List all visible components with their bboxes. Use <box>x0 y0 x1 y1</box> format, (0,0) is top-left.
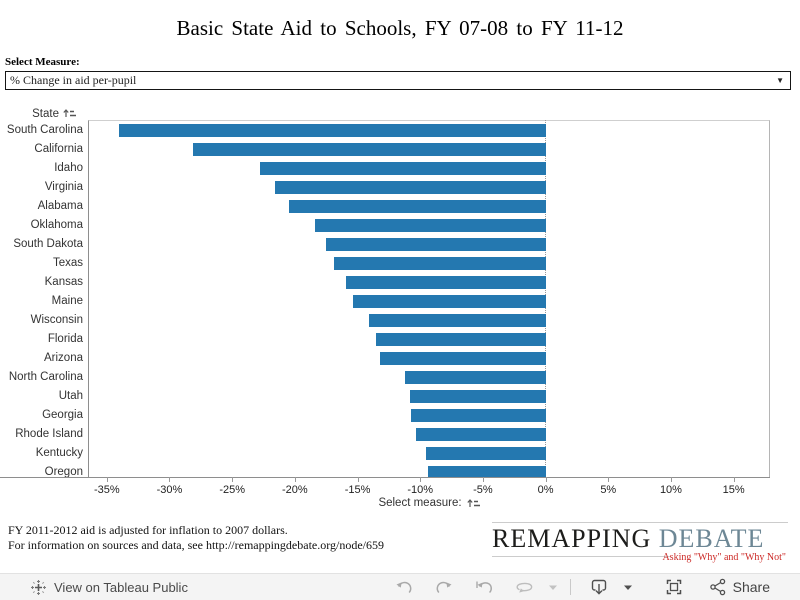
bar[interactable] <box>380 352 545 365</box>
bar[interactable] <box>326 238 545 251</box>
tableau-logo-icon <box>30 579 47 596</box>
share-icon <box>708 577 728 597</box>
bar[interactable] <box>411 409 545 422</box>
state-label[interactable]: Arizona <box>44 351 83 364</box>
bar[interactable] <box>426 447 545 460</box>
axis-tick-mark <box>358 477 359 482</box>
axis-tick-mark <box>169 477 170 482</box>
axis-tick-mark <box>734 477 735 482</box>
axis-tick-mark <box>546 477 547 482</box>
logo-tagline: Asking "Why" and "Why Not" <box>662 552 786 563</box>
state-label[interactable]: Texas <box>52 256 83 269</box>
refresh-caret-icon[interactable] <box>544 575 562 599</box>
bar[interactable] <box>376 333 545 346</box>
axis-tick-mark <box>232 477 233 482</box>
footer-note-1: FY 2011-2012 aid is adjusted for inflation to 2007 dollars. <box>8 523 288 537</box>
download-button[interactable] <box>579 575 619 599</box>
axis-tick-label: -5% <box>473 484 493 496</box>
state-label[interactable]: Oregon <box>44 465 83 477</box>
state-label[interactable]: South Carolina <box>6 123 83 136</box>
state-column-header[interactable] <box>0 106 76 121</box>
axis-tick-label: -35% <box>93 484 120 496</box>
measure-dropdown-value: % Change in aid per-pupil <box>10 73 137 87</box>
state-label[interactable]: Oklahoma <box>30 218 83 231</box>
revert-button[interactable] <box>464 575 504 599</box>
redo-button[interactable] <box>424 575 464 599</box>
axis-tick-label: -10% <box>407 484 434 496</box>
axis-tick-mark <box>671 477 672 482</box>
dropdown-arrow-icon: ▼ <box>776 76 784 85</box>
axis-tick-label: 10% <box>659 484 682 496</box>
bar[interactable] <box>289 200 546 213</box>
axis-tick-label: -20% <box>282 484 308 496</box>
state-label[interactable]: Kentucky <box>35 446 83 459</box>
bar[interactable] <box>260 162 546 175</box>
toolbar-buttons <box>384 575 770 599</box>
fullscreen-button[interactable] <box>654 575 694 599</box>
state-label[interactable]: Florida <box>47 332 83 345</box>
share-label: Share <box>732 579 770 595</box>
bar[interactable] <box>346 276 545 289</box>
toolbar-separator <box>570 579 571 595</box>
bar[interactable] <box>334 257 546 270</box>
footer-note-2: For information on sources and data, see http://remappingdebate.org/node/659 <box>8 538 385 552</box>
state-label[interactable]: North Carolina <box>8 370 83 383</box>
bar[interactable] <box>405 371 545 384</box>
tableau-toolbar <box>0 573 800 600</box>
axis-tick-mark <box>420 477 421 482</box>
state-label[interactable]: Rhode Island <box>15 427 83 440</box>
bar[interactable] <box>193 143 545 156</box>
share-button[interactable] <box>708 577 770 597</box>
x-axis-line <box>0 477 770 478</box>
bar[interactable] <box>416 428 545 441</box>
state-label[interactable]: Virginia <box>44 180 83 193</box>
select-measure-label: Select Measure: <box>5 56 80 68</box>
state-label[interactable]: Kansas <box>44 275 83 288</box>
state-label[interactable]: Maine <box>51 294 83 307</box>
state-column-header-label: State <box>32 107 59 120</box>
bar[interactable] <box>275 181 546 194</box>
state-label[interactable]: Utah <box>58 389 83 402</box>
remapping-debate-logo <box>492 522 788 563</box>
sort-icon[interactable] <box>467 498 480 509</box>
axis-tick-mark <box>483 477 484 482</box>
download-caret-icon[interactable] <box>619 575 637 599</box>
state-label[interactable]: South Dakota <box>13 237 83 250</box>
axis-tick-label: 0% <box>537 484 554 496</box>
logo-word-debate: DEBATE <box>658 524 765 553</box>
axis-tick-mark <box>295 477 296 482</box>
axis-caption-label: Select measure: <box>378 497 462 509</box>
axis-tick-mark <box>107 477 108 482</box>
toolbar-spacer <box>645 579 646 595</box>
bar[interactable] <box>428 466 546 478</box>
logo-rule-bottom <box>492 556 670 557</box>
axis-tick-label: 15% <box>722 484 745 496</box>
axis-tick-mark <box>608 477 609 482</box>
measure-dropdown[interactable] <box>5 71 791 90</box>
view-on-tableau-public-link[interactable] <box>30 579 188 596</box>
bar-rows <box>0 120 770 477</box>
logo-wordmark <box>492 524 788 554</box>
chart-title: Basic State Aid to Schools, FY 07-08 to FY 11-12 <box>176 16 624 40</box>
state-label[interactable]: Wisconsin <box>30 313 83 326</box>
logo-rule-top <box>492 522 788 523</box>
state-label[interactable]: Alabama <box>37 199 83 212</box>
bar[interactable] <box>353 295 546 308</box>
bar[interactable] <box>410 390 545 403</box>
logo-word-remapping: REMAPPING <box>492 524 652 553</box>
bar[interactable] <box>369 314 546 327</box>
axis-tick-label: -25% <box>219 484 246 496</box>
axis-caption <box>88 497 770 509</box>
sort-icon[interactable] <box>63 108 76 119</box>
axis-tick-label: -15% <box>344 484 371 496</box>
axis-tick-label: 5% <box>600 484 617 496</box>
state-label[interactable]: Georgia <box>42 408 83 421</box>
refresh-button[interactable] <box>504 575 544 599</box>
bar[interactable] <box>315 219 546 232</box>
state-label[interactable]: California <box>34 142 83 155</box>
view-on-tableau-public-label: View on Tableau Public <box>54 579 188 595</box>
undo-button[interactable] <box>384 575 424 599</box>
axis-tick-label: -30% <box>156 484 183 496</box>
bar[interactable] <box>119 124 545 137</box>
state-label[interactable]: Idaho <box>54 161 83 174</box>
